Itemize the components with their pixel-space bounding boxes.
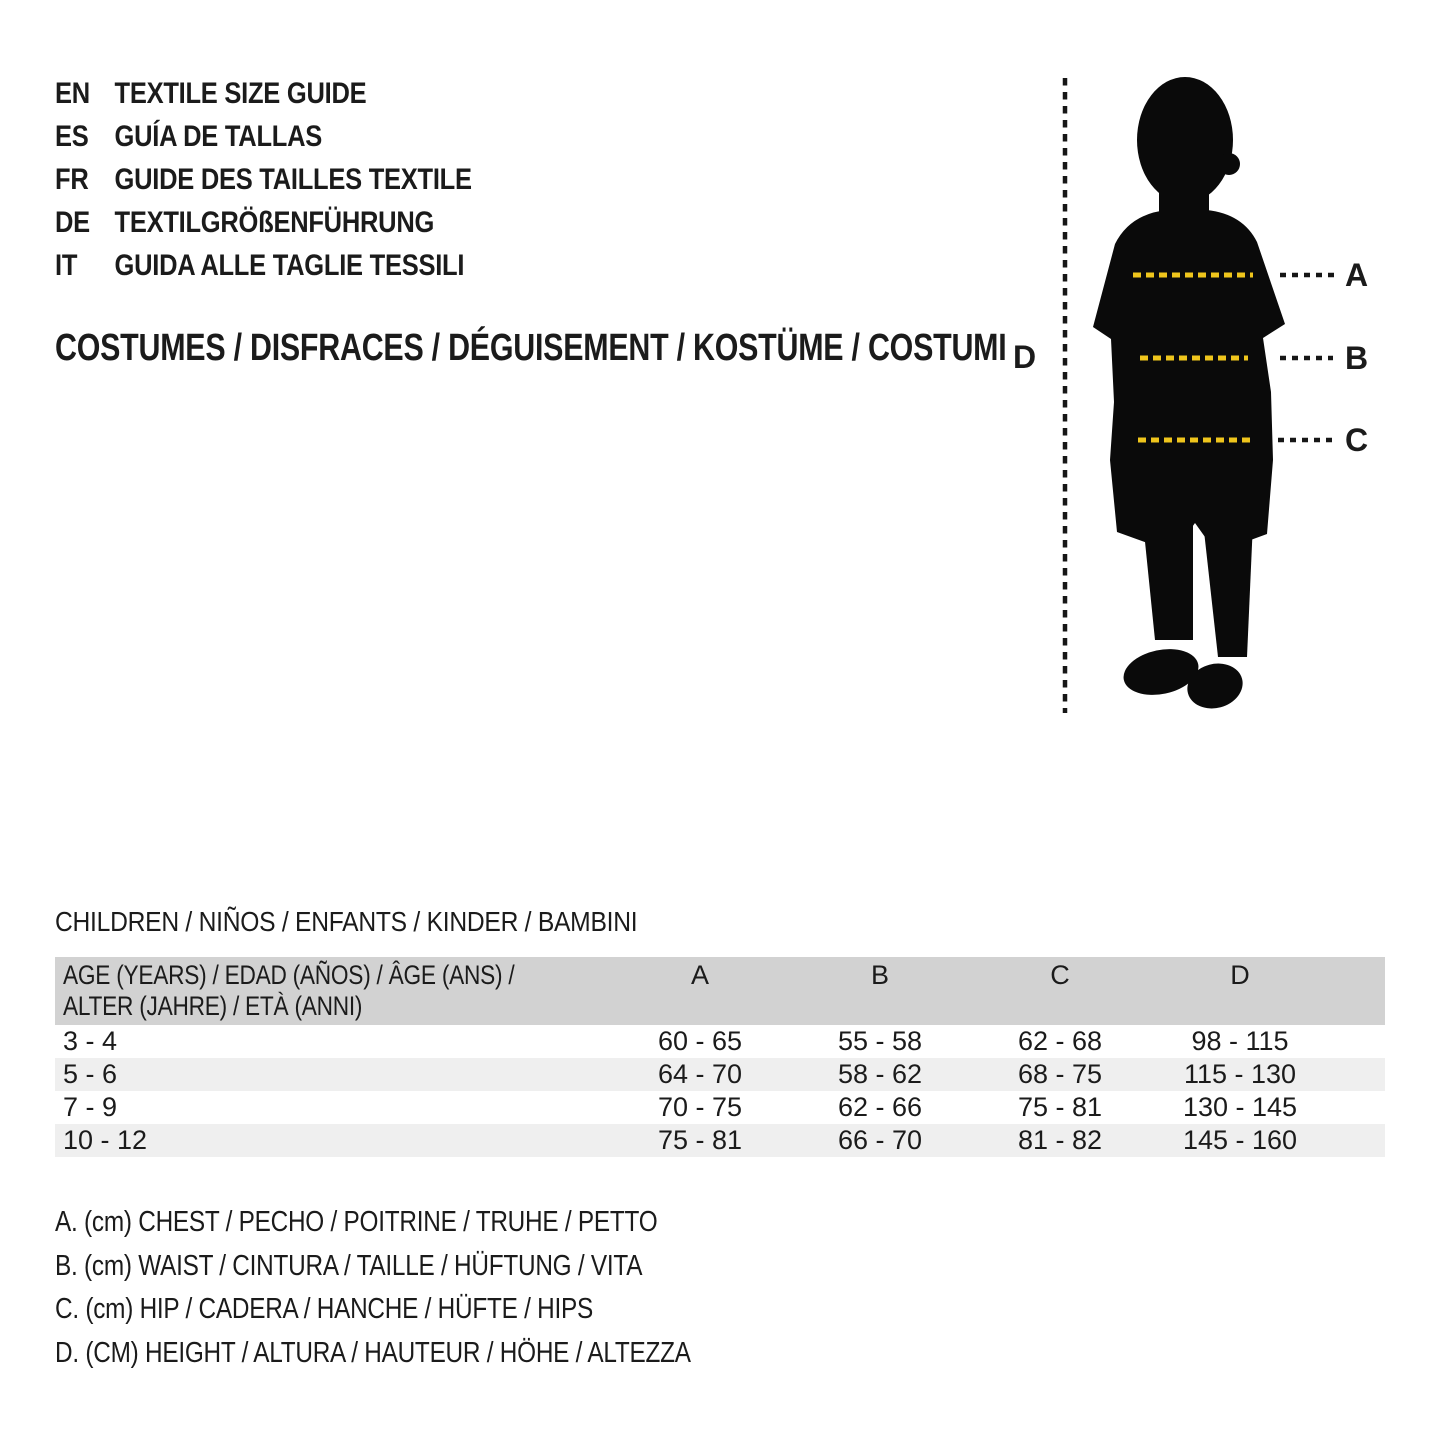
size-guide-figure [1000, 60, 1445, 730]
hip-cell: 68 - 75 [1017, 1059, 1103, 1089]
waist-cell: 58 - 62 [837, 1059, 923, 1089]
hip-label: C [1345, 422, 1369, 458]
language-code: FR [55, 163, 89, 196]
height-cell: 115 - 130 [1183, 1059, 1297, 1089]
table-row [55, 1058, 1385, 1091]
waist-label: B [1345, 340, 1369, 376]
legend-height: D. (CM) HEIGHT / ALTURA / HAUTEUR / HÖHE / ALTEZZA [55, 1336, 691, 1369]
legend-chest: A. (cm) CHEST / PECHO / POITRINE / TRUHE / PETTO [55, 1206, 658, 1238]
chest-cell: 60 - 65 [657, 1026, 743, 1056]
children-size-table [55, 957, 1385, 1157]
column-header-b: B [870, 960, 889, 990]
column-header-a: A [690, 960, 709, 990]
chest-cell: 70 - 75 [657, 1092, 743, 1122]
waist-cell: 55 - 58 [837, 1026, 923, 1056]
hip-cell: 62 - 68 [1017, 1026, 1103, 1056]
column-header-d: D [1230, 960, 1250, 990]
age-header-cell: AGE (YEARS) / EDAD (AÑOS) / ÂGE (ANS) / ALTER (JAHRE) / ETÀ (ANNI) [63, 960, 515, 1021]
legend-waist: B. (cm) WAIST / CINTURA / TAILLE / HÜFTUNG / VITA [55, 1249, 643, 1282]
table-section-heading: CHILDREN / NIÑOS / ENFANTS / KINDER / BAMBINI [55, 906, 638, 937]
table-row [55, 1091, 1385, 1124]
hip-cell: 81 - 82 [1017, 1125, 1103, 1155]
column-header-c: C [1050, 960, 1070, 990]
language-title: GUIDE DES TAILLES TEXTILE [114, 163, 472, 196]
language-row-de [55, 201, 545, 244]
language-title: TEXTILGRÖßENFÜHRUNG [114, 206, 435, 239]
language-list [55, 72, 545, 287]
age-cell: 7 - 9 [63, 1092, 118, 1122]
age-cell: 3 - 4 [63, 1026, 118, 1056]
chest-cell: 75 - 81 [657, 1125, 743, 1155]
measurement-legend [55, 1201, 812, 1375]
language-code: ES [55, 120, 89, 153]
height-label: D [1013, 339, 1037, 375]
language-row-it [55, 244, 545, 287]
chest-cell: 64 - 70 [657, 1059, 743, 1089]
category-heading: COSTUMES / DISFRACES / DÉGUISEMENT / KOSTÜME / COSTUMI [55, 327, 1007, 369]
waist-cell: 66 - 70 [837, 1125, 923, 1155]
height-cell: 130 - 145 [1182, 1092, 1298, 1122]
height-cell: 98 - 115 [1191, 1026, 1289, 1056]
language-code: EN [55, 77, 90, 110]
language-code: IT [55, 249, 78, 282]
language-row-es [55, 115, 545, 158]
chest-label: A [1345, 257, 1369, 293]
table-row [55, 1124, 1385, 1157]
child-silhouette-icon [1093, 77, 1285, 714]
language-title: GUIDA ALLE TAGLIE TESSILI [114, 249, 465, 282]
language-row-fr [55, 158, 545, 201]
waist-cell: 62 - 66 [837, 1092, 923, 1122]
age-cell: 10 - 12 [63, 1125, 148, 1155]
language-row-en [55, 72, 545, 115]
legend-hip: C. (cm) HIP / CADERA / HANCHE / HÜFTE / HIPS [55, 1293, 593, 1325]
hip-cell: 75 - 81 [1017, 1092, 1103, 1122]
language-title: GUÍA DE TALLAS [114, 120, 323, 153]
language-code: DE [55, 206, 90, 239]
language-title: TEXTILE SIZE GUIDE [114, 77, 367, 110]
age-cell: 5 - 6 [63, 1059, 118, 1089]
table-header-row [55, 957, 1385, 1025]
height-cell: 145 - 160 [1182, 1125, 1298, 1155]
table-row [55, 1025, 1385, 1058]
